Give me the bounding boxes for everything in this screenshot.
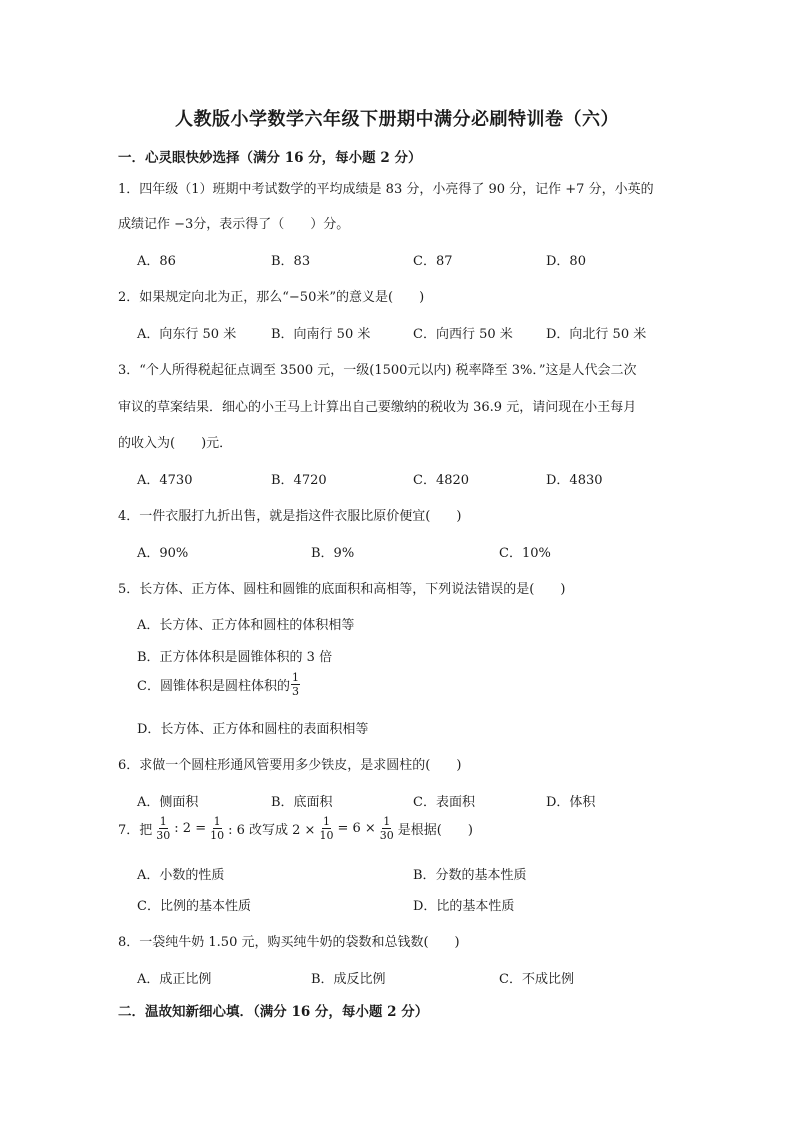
fraction-numerator: 1	[322, 815, 330, 828]
question-5-option-a: A．长方体、正方体和圆柱的体积相等	[137, 618, 355, 633]
question-6-line-1: 6．求做一个圆柱形通风管要用多少铁皮，是求圆柱的( )	[118, 758, 462, 773]
question-8-option-a: A．成正比例	[137, 972, 212, 987]
question-2-option-c: C．向西行 50 米	[413, 327, 513, 342]
question-7-line-1	[118, 816, 473, 841]
question-3-option-a: A．4730	[137, 473, 193, 488]
question-1-line-2: 成绩记作 −3分，表示得了（ ）分。	[118, 217, 350, 232]
fraction-numerator: 1	[383, 815, 391, 828]
fraction-denominator: 3	[291, 685, 299, 698]
fraction-1-10-a	[210, 816, 224, 841]
question-5-option-d: D．长方体、正方体和圆柱的表面积相等	[137, 722, 369, 737]
question-5-line-1: 5．长方体、正方体、圆柱和圆锥的底面积和高相等，下列说法错误的是( )	[118, 582, 566, 597]
question-1-option-c: C．87	[413, 254, 453, 269]
section-heading-choice: 一．心灵眼快妙选择（满分 16 分，每小题 2 分）	[118, 150, 422, 166]
question-7-ratio-part-1: : 2 =	[174, 821, 207, 836]
question-7-option-c: C．比例的基本性质	[137, 899, 251, 914]
question-4-option-c: C．10%	[499, 546, 551, 561]
question-1-option-d: D．80	[546, 254, 586, 269]
fraction-one-third	[291, 672, 300, 697]
question-7-option-b: B．分数的基本性质	[413, 868, 527, 883]
question-8-option-b: B．成反比例	[311, 972, 386, 987]
fraction-numerator: 1	[291, 671, 299, 684]
question-7-option-a: A．小数的性质	[137, 868, 225, 883]
fraction-1-30-b	[380, 816, 394, 841]
question-2-option-b: B．向南行 50 米	[271, 327, 371, 342]
question-2-option-d: D．向北行 50 米	[546, 327, 647, 342]
question-4-option-b: B．9%	[311, 546, 355, 561]
question-2-option-a: A．向东行 50 米	[137, 327, 237, 342]
question-8-option-c: C．不成比例	[499, 972, 574, 987]
fraction-1-30-a	[156, 816, 170, 841]
question-3-option-d: D．4830	[546, 473, 603, 488]
question-1-line-1: 1．四年级（1）班期中考试数学的平均成绩是 83 分，小亮得了 90 分，记作 +7 分，小英的	[118, 182, 654, 197]
question-3-option-c: C．4820	[413, 473, 470, 488]
section-heading-fill-in: 二．温故知新细心填．（满分 16 分，每小题 2 分）	[118, 1004, 429, 1020]
question-7-suffix: 是根据( )	[397, 823, 473, 838]
question-3-line-2: 审议的草案结果．细心的小王马上计算出自己要缴纳的税收为 36.9 元，请问现在小王每月	[118, 400, 637, 415]
question-6-option-a: A．侧面积	[137, 795, 199, 810]
question-7-option-d: D．比的基本性质	[413, 899, 515, 914]
question-7-product-part: = 6 ×	[337, 821, 376, 836]
fraction-denominator: 30	[156, 829, 171, 842]
question-7-ratio-part-2: : 6 改写成 2 ×	[228, 823, 316, 838]
question-6-option-c: C．表面积	[413, 795, 475, 810]
question-3-option-b: B．4720	[271, 473, 327, 488]
question-5-option-b: B．正方体体积是圆锥体积的 3 倍	[137, 650, 333, 665]
question-2-line-1: 2．如果规定向北为正，那么“−50米”的意义是( )	[118, 290, 425, 305]
fraction-1-10-b	[319, 816, 333, 841]
question-4-option-a: A．90%	[137, 546, 189, 561]
fraction-numerator: 1	[159, 815, 167, 828]
question-4-line-1: 4．一件衣服打九折出售，就是指这件衣服比原价便宜( )	[118, 509, 462, 524]
question-1-option-a: A．86	[137, 254, 176, 269]
fraction-denominator: 10	[319, 829, 334, 842]
question-3-line-1: 3．“个人所得税起征点调至 3500 元，一级(1500元以内) 税率降至 3%．”这是人代会二次	[118, 363, 637, 378]
fraction-numerator: 1	[213, 815, 221, 828]
question-8-line-1: 8．一袋纯牛奶 1.50 元，购买纯牛奶的袋数和总钱数( )	[118, 935, 460, 950]
page-title: 人教版小学数学六年级下册期中满分必刷特训卷（六）	[175, 109, 619, 130]
question-1-option-b: B．83	[271, 254, 311, 269]
question-5-option-c-text: C．圆锥体积是圆柱体积的	[137, 679, 290, 694]
question-6-option-b: B．底面积	[271, 795, 333, 810]
question-3-line-3: 的收入为( )元．	[118, 436, 233, 451]
fraction-denominator: 30	[379, 829, 394, 842]
question-6-option-d: D．体积	[546, 795, 596, 810]
fraction-denominator: 10	[210, 829, 225, 842]
question-5-option-c	[137, 672, 301, 697]
question-7-prefix: 7．把	[118, 823, 153, 838]
